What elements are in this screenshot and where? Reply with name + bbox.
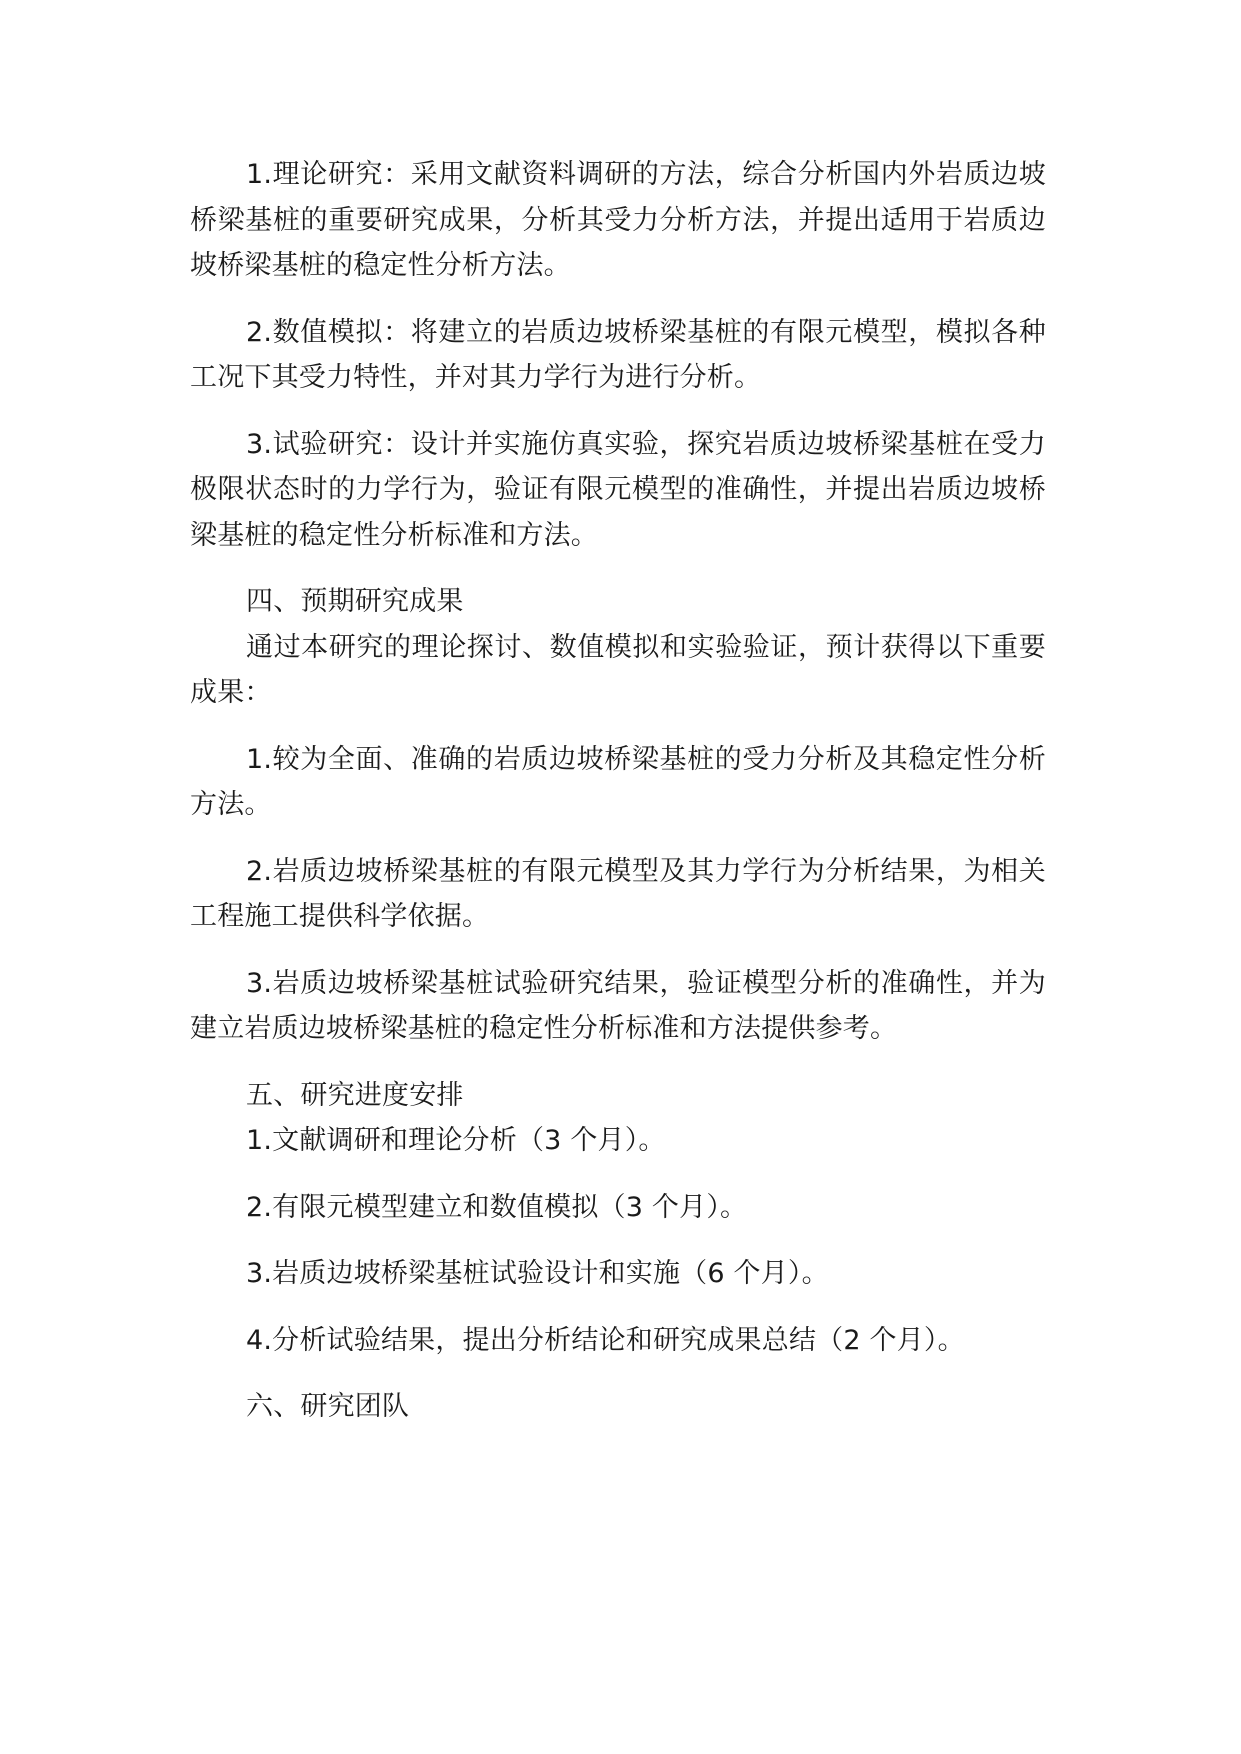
section-heading-schedule: 五、研究进度安排 bbox=[246, 1079, 464, 1111]
expected-results-intro-paragraph: 通过本研究的理论探讨、数值模拟和实验验证，预计获得以下重要成果： bbox=[190, 631, 1046, 708]
method-simulation-paragraph: 2.数值模拟：将建立的岩质边坡桥梁基桩的有限元模型，模拟各种工况下其受力特性，并对其力学行为进行分析。 bbox=[190, 316, 1046, 393]
schedule-item-2: 2.有限元模型建立和数值模拟（3 个月）。 bbox=[246, 1191, 748, 1223]
method-experiment-paragraph: 3.试验研究：设计并实施仿真实验，探究岩质边坡桥梁基桩在受力极限状态时的力学行为，验证有限元模型的准确性，并提出岩质边坡桥梁基桩的稳定性分析标准和方法。 bbox=[190, 428, 1046, 551]
expected-result-item-2: 2.岩质边坡桥梁基桩的有限元模型及其力学行为分析结果，为相关工程施工提供科学依据。 bbox=[190, 855, 1046, 932]
expected-result-item-1: 1.较为全面、准确的岩质边坡桥梁基桩的受力分析及其稳定性分析方法。 bbox=[190, 743, 1046, 820]
schedule-item-1: 1.文献调研和理论分析（3 个月）。 bbox=[246, 1125, 666, 1156]
expected-result-item-3: 3.岩质边坡桥梁基桩试验研究结果，验证模型分析的准确性，并为建立岩质边坡桥梁基桩的稳定性分析标准和方法提供参考。 bbox=[190, 967, 1046, 1044]
section-heading-expected-results: 四、预期研究成果 bbox=[246, 586, 464, 617]
schedule-item-4: 4.分析试验结果，提出分析结论和研究成果总结（2 个月）。 bbox=[246, 1324, 965, 1356]
document-body bbox=[190, 152, 1046, 1430]
method-theory-paragraph: 1.理论研究：采用文献资料调研的方法，综合分析国内外岩质边坡桥梁基桩的重要研究成果，分析其受力分析方法，并提出适用于岩质边坡桥梁基桩的稳定性分析方法。 bbox=[190, 159, 1046, 281]
schedule-item-3: 3.岩质边坡桥梁基桩试验设计和实施（6 个月）。 bbox=[246, 1258, 829, 1289]
section-heading-team: 六、研究团队 bbox=[246, 1391, 410, 1422]
